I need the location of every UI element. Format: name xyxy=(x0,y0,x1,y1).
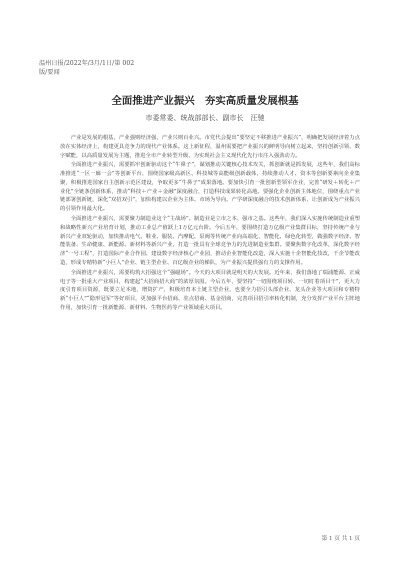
article-paragraph-1: 产业是发展的根基，产业强则经济强，产业兴则百业兴。市党代会提出“要坚定不移推进产业振兴”，明确把发展经济着力点放在实体经济上，构建更具竞争力的现代产业体系。这上新征程，温州需要把产业振兴的鲜明导向树立起来，坚持创新引领、数字赋能，以高质量发展为主题，推进全市产业转型升级，为实现社会主义现代化先行市注入强劲动力。 xyxy=(60,135,360,159)
masthead-section-line: 版/要闻 xyxy=(39,69,60,77)
masthead-paper-line: 温州日报/2022年/3月/1日/第 002 xyxy=(39,60,135,67)
article-byline: 市委常委、统战部部长、副市长 汪驰 xyxy=(145,114,265,122)
page-indicator: 第 1 页 共 1 页 xyxy=(321,536,360,542)
article-paragraph-4: 全面推进产业振兴，需要构筑大招强这个“强磁场”。今天的大项目就是明天的大发展。近年来，我们落地了瑞浦能源、正威电子等一批重大产业项目，构建起“大招商招大商”的浓厚氛围。今后五年，要坚持“一切围绕项目转、一切盯着项目干”，更大力度引育项目资源，既要立足本地，增资扩产，积极培育本土链主型企业，也要全力招引头部企业、龙头企业等大项目和专精特新“小巨人”“隐形冠军”等好项目，更加强平台招商、驻点招商、基金招商，完善项目招引率转化机制，充分发挥产业平台主阵地作用，加快引育一批新能源、新材料、生物医药等产业领域重大项目。 xyxy=(60,269,360,311)
article-title: 全面推进产业振兴 夯实高质量发展根基 xyxy=(111,95,299,107)
article-paragraph-3: 全面推进产业振兴，需要聚力制造业这个“主战场”。制造业是立市之本、强市之基。这些年，我们深入实施传统制造业重塑和战略性新兴产业培育计划，推动工业总产值跃上1万亿元台阶。今后五年，要围绕打造万亿级产业集群目标，坚持传统产业与新兴产业双轮驱动，加快推动电气、鞋业、服装、汽摩配、泵阀等传统产业向高端化、智能化、绿色化转型，做强数字经济、智能装备、生命健康、新能源、新材料等新兴产业，打造一批具有全球竞争力的先进制造业集群。要聚焦数字化改革，深化数字经济“一号工程”，打造国际产业合作园、建设数字经济核心产业园，推动企业智能化改造，深入实施十企智能化技改，千企节能改造，形成专精特新“小巨人”企业、链主型企业、百亿级企业的梯队，为产业振兴提供强有力的支撑作用。 xyxy=(60,216,360,266)
masthead xyxy=(39,59,134,78)
article-paragraph-2: 全面推进产业振兴，需要抓牢创新驱动这个“牛鼻子”，谋划推动关键核心技术攻关，抓创新就是抓发展，这些年，我们高标准推进“一区一廊一会”等创新平台，围绕国家级高新区、科技城等高能级创新载体，持续推动人才、资本等创新要素向企业集聚，积极推进国家自主创新示范区建设，争取更多“牛鼻子”成果落地。要加快引育一批创新型领军企业，完善“研发＋转化＋产业化”全链条创新体系，推动“科技＋产业＋金融”深度融合，打造科技成果转化高地。要强化企业创新主体地位，围绕重点产业链部署创新链，深化“双招双引”，加快构建以企业为主体、市场为导向、产学研深度融合的技术创新体系，让创新成为产业振兴的引领作用最大化。 xyxy=(60,162,360,213)
article-body xyxy=(60,134,360,314)
